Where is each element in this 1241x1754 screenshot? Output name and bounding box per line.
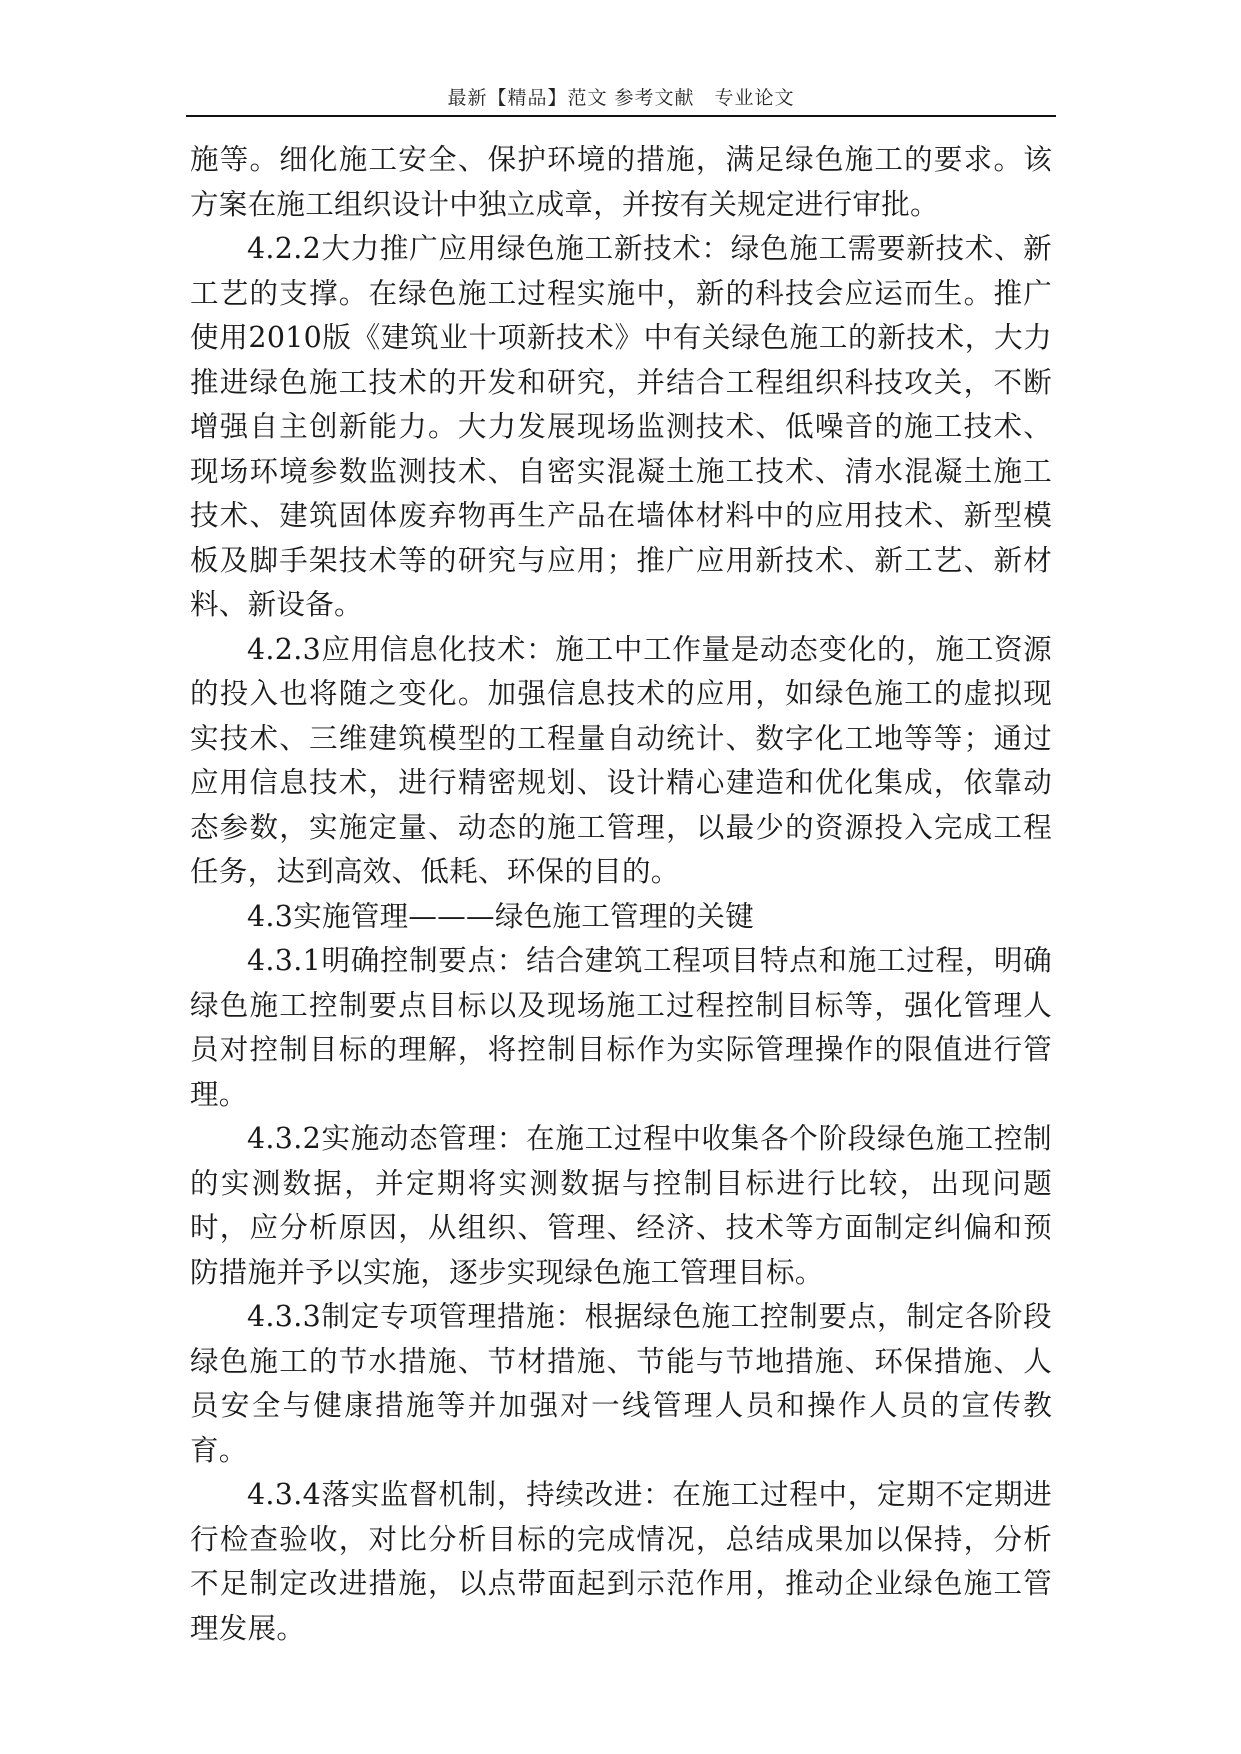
page-header: 最新【精品】范文 参考文献 专业论文 [447, 87, 795, 109]
paragraph-4-2-2: 4.2.2大力推广应用绿色施工新技术：绿色施工需要新技术、新工艺的支撑。在绿色施工过程实施中，新的科技会应运而生。推广使用2010版《建筑业十项新技术》中有关绿色施工的新技术，大力推进绿色施工技术的开发和研究，并结合工程组织科技攻关，不断增强自主创新能力。大力发展现场监测技术、低噪音的施工技术、现场环境参数监测技术、自密实混凝土施工技术、清水混凝土施工技术、建筑固体废弃物再生产品在墙体材料中的应用技术、新型模板及脚手架技术等的研究与应用；推广应用新技术、新工艺、新材料、新设备。 [190, 232, 1052, 621]
paragraph-4-3-4: 4.3.4落实监督机制，持续改进：在施工过程中，定期不定期进行检查验收，对比分析目标的完成情况，总结成果加以保持，分析不足制定改进措施，以点带面起到示范作用，推动企业绿色施工管理发展。 [190, 1478, 1052, 1645]
paragraph-4-3-1: 4.3.1明确控制要点：结合建筑工程项目特点和施工过程，明确绿色施工控制要点目标以及现场施工过程控制目标等，强化管理人员对控制目标的理解，将控制目标作为实际管理操作的限值进行管理。 [190, 944, 1052, 1111]
paragraph-4-3-2: 4.3.2实施动态管理：在施工过程中收集各个阶段绿色施工控制的实测数据，并定期将实测数据与控制目标进行比较，出现问题时，应分析原因，从组织、管理、经济、技术等方面制定纠偏和预防措施并予以实施，逐步实现绿色施工管理目标。 [190, 1122, 1052, 1289]
header-divider [186, 115, 1056, 117]
document-body [190, 138, 1052, 1651]
section-heading-4-3: 4.3实施管理———绿色施工管理的关键 [247, 899, 755, 933]
paragraph-continuation: 施等。细化施工安全、保护环境的措施，满足绿色施工的要求。该方案在施工组织设计中独立成章，并按有关规定进行审批。 [190, 143, 1052, 221]
paragraph-4-3-3: 4.3.3制定专项管理措施：根据绿色施工控制要点，制定各阶段绿色施工的节水措施、节材措施、节能与节地措施、环保措施、人员安全与健康措施等并加强对一线管理人员和操作人员的宣传教育。 [190, 1300, 1052, 1467]
paragraph-4-2-3: 4.2.3应用信息化技术：施工中工作量是动态变化的，施工资源的投入也将随之变化。加强信息技术的应用，如绿色施工的虚拟现实技术、三维建筑模型的工程量自动统计、数字化工地等等；通过应用信息技术，进行精密规划、设计精心建造和优化集成，依靠动态参数，实施定量、动态的施工管理，以最少的资源投入完成工程任务，达到高效、低耗、环保的目的。 [190, 632, 1052, 888]
